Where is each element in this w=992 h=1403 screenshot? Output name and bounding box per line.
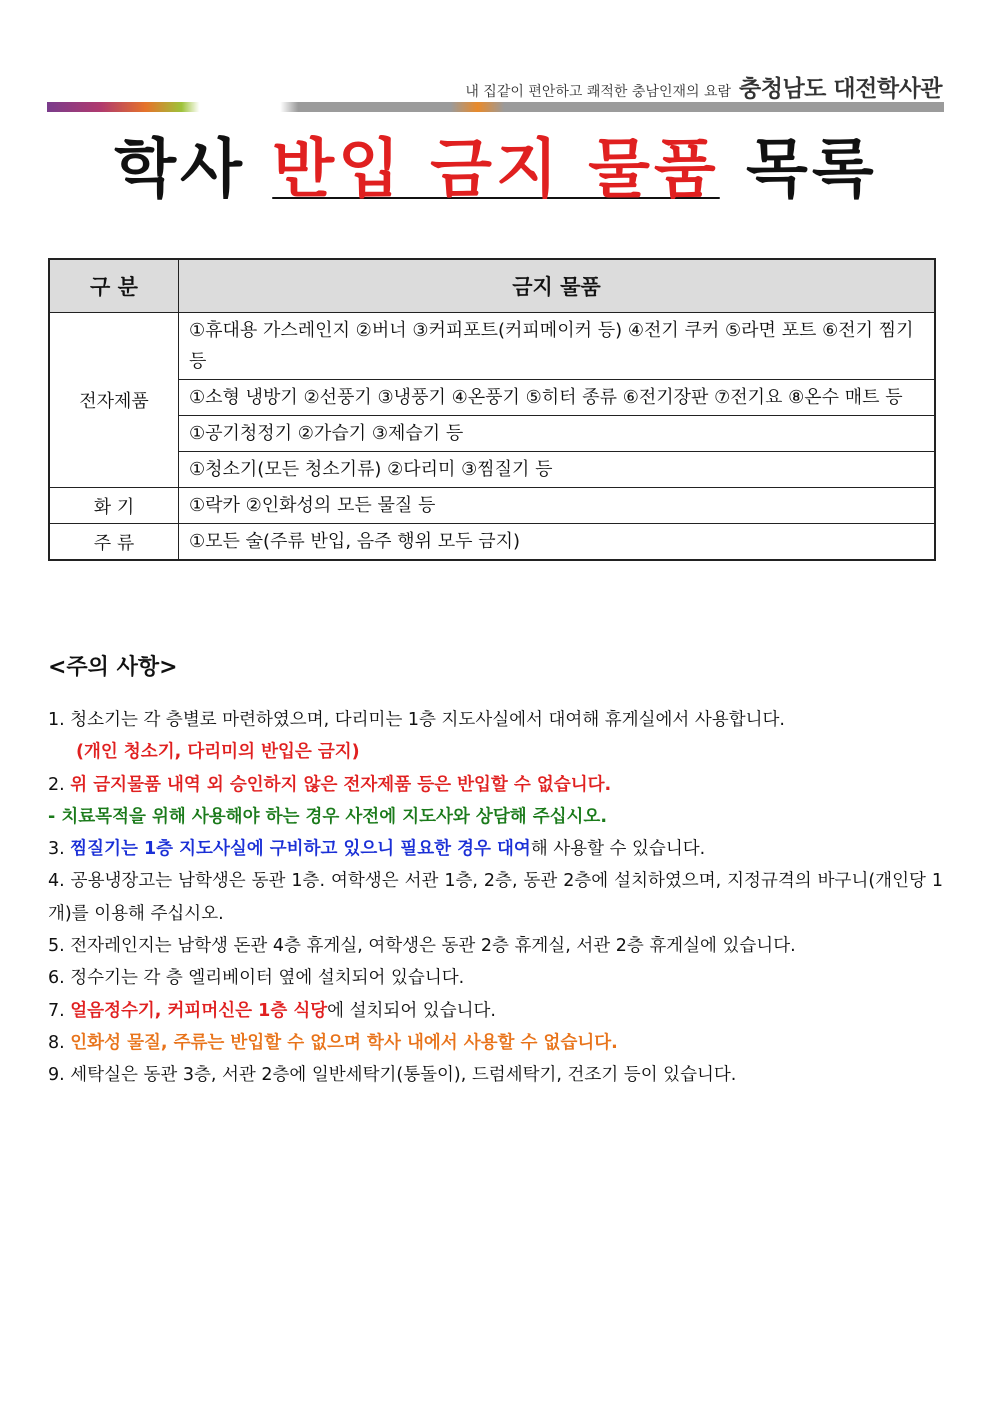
title-highlight: 반입 금지 물품 [272, 133, 720, 207]
notice-number: 2. [48, 774, 71, 795]
table-row [49, 524, 935, 561]
notice-item-3-rest: 해 사용할 수 있습니다. [530, 839, 706, 860]
category-fire: 화 기 [49, 488, 179, 524]
notice-item-6: 6. 정수기는 각 층 엘리베이터 옆에 설치되어 있습니다. [48, 968, 465, 989]
notice-item-2-sub: - 치료목적을 위해 사용해야 하는 경우 사전에 지도사와 상담해 주십시오. [48, 806, 607, 827]
notice-item-7-bold: 얼음정수기, 커피머신은 1층 식당 [70, 1000, 328, 1021]
category-electronics: 전자제품 [49, 313, 179, 488]
notice-item-4: 4. 공용냉장고는 남학생은 동관 1층. 여학생은 서관 1층, 2층, 동관 2층에 설치하였으며, 지정규격의 바구니(개인당 1개)를 이용해 주십시오. [48, 871, 943, 924]
notice-item-8 [48, 1027, 943, 1059]
electronics-row-1: ①휴대용 가스레인지 ②버너 ③커피포트(커피메이커 등) ④전기 쿠커 ⑤라면 포트 ⑥전기 찜기 등 [179, 313, 936, 380]
fire-row: ①락카 ②인화성의 모든 물질 등 [179, 488, 936, 524]
category-liquor: 주 류 [49, 524, 179, 561]
electronics-row-2: ①소형 냉방기 ②선풍기 ③냉풍기 ④온풍기 ⑤히터 종류 ⑥전기장판 ⑦전기요 ⑧온수 매트 등 [179, 380, 936, 416]
notice-item-3-bold: 찜질기는 1층 지도사실에 구비하고 있으니 필요한 경우 대여 [70, 839, 531, 860]
header-items: 금지 물품 [179, 259, 936, 313]
table-row [49, 380, 935, 416]
liquor-row: ①모든 술(주류 반입, 음주 행위 모두 금지) [179, 524, 936, 561]
title-part2: 목록 [746, 133, 878, 207]
organization-name: 충청남도 대전학사관 [739, 76, 942, 102]
notice-item-8-text: 인화성 물질, 주류는 반입할 수 없으며 학사 내에서 사용할 수 없습니다. [70, 1032, 618, 1053]
notice-item-1: 1. 청소기는 각 층별로 마련하였으며, 다리미는 1층 지도사실에서 대여해 휴게실에서 사용합니다. [48, 710, 785, 730]
notice-item-9: 9. 세탁실은 동관 3층, 서관 2층에 일반세탁기(통돌이), 드럼세탁기, 건조기 등이 있습니다. [48, 1065, 737, 1086]
notice-item-1-sub: (개인 청소기, 다리미의 반입은 금지) [76, 742, 360, 763]
notice-item-3 [48, 833, 943, 865]
electronics-row-4: ①청소기(모든 청소기류) ②다리미 ③찜질기 등 [179, 452, 936, 488]
notice-title: <주의 사항> [48, 655, 178, 680]
page-title [0, 128, 992, 212]
table-header-row [49, 259, 935, 313]
table-row [49, 452, 935, 488]
notice-item-2-text: 위 금지물품 내역 외 승인하지 않은 전자제품 등은 반입할 수 없습니다. [70, 774, 612, 795]
notice-number: 8. [48, 1032, 71, 1053]
notice-item-2 [48, 769, 943, 801]
notice-list [48, 704, 943, 1092]
table-row [49, 313, 935, 380]
header-category: 구 분 [49, 259, 179, 313]
notice-item-5: 5. 전자레인지는 남학생 돈관 4층 휴게실, 여학생은 동관 2층 휴게실, 서관 2층 휴게실에 있습니다. [48, 936, 796, 957]
page-header [465, 70, 942, 103]
header-color-band [47, 102, 944, 112]
notice-number: 3. [48, 839, 71, 860]
notice-number: 7. [48, 1000, 71, 1021]
title-part1: 학사 [114, 133, 246, 207]
prohibited-items-table [48, 258, 936, 561]
electronics-row-3: ①공기청정기 ②가습기 ③제습기 등 [179, 416, 936, 452]
table-row [49, 488, 935, 524]
notice-item-7-rest: 에 설치되어 있습니다. [327, 1000, 496, 1021]
slogan: 내 집같이 편안하고 쾌적한 충남인재의 요람 [465, 84, 732, 100]
notice-item-7 [48, 995, 943, 1027]
table-row [49, 416, 935, 452]
